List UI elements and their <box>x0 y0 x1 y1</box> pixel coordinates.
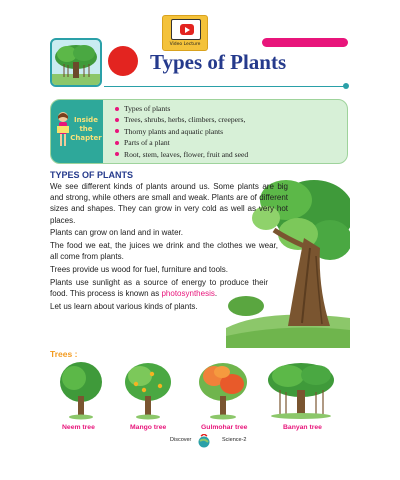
banyan-thumbnail-icon <box>52 40 100 85</box>
tree-name: Mango tree <box>130 424 167 431</box>
list-item: Thorny plants and aquatic plants <box>115 126 248 137</box>
photosynthesis-term: photosynthesis <box>161 288 215 298</box>
chapter-topic-list <box>115 103 248 160</box>
body-text <box>50 181 342 313</box>
tree-name: Neem tree <box>62 424 95 431</box>
section-heading: TYPES OF PLANTS <box>50 170 134 180</box>
paragraph: Trees provide us wood for fuel, furniture and tools. <box>50 264 229 274</box>
paragraph: Plants can grow on land and in water. <box>50 228 183 238</box>
list-item: Root, stem, leaves, flower, fruit and seed <box>115 149 248 160</box>
inside-chapter-box <box>50 99 348 164</box>
tree-name: Banyan tree <box>283 424 322 431</box>
paragraph: Plants use sunlight as a source of energy to produce their food. This process is known as photosynthesis. <box>50 277 268 298</box>
mango-tree-icon <box>122 360 174 420</box>
chapter-thumbnail <box>50 38 102 87</box>
video-screen <box>171 19 201 40</box>
footer-series-left: Discover <box>170 437 192 443</box>
tree-name: Gulmohar tree <box>201 424 248 431</box>
paragraph: Let us learn about various kinds of plants. <box>50 301 198 311</box>
video-lecture-label: Video Lecture <box>169 42 201 47</box>
list-item: Parts of a plant <box>115 137 248 148</box>
globe-logo-icon <box>196 434 212 448</box>
inside-chapter-sidebar <box>51 100 103 163</box>
paragraph: The food we eat, the juices we drink and the clothes we wear, all come from plants. <box>50 241 278 262</box>
page-title: Types of Plants <box>150 50 287 74</box>
gulmohar-tree-icon <box>196 360 250 420</box>
video-lecture-button[interactable] <box>162 15 208 51</box>
list-item: Trees, shrubs, herbs, climbers, creepers, <box>115 114 248 125</box>
paragraph: We see different kinds of plants around us. Some plants are big and strong, while others are small and weak. Plants are of different sizes and shapes. They can grow in very cold as well as very hot places. <box>50 182 288 225</box>
trees-label: Trees : <box>50 349 78 359</box>
header-rule-dot <box>343 83 349 89</box>
inside-chapter-label: Inside the Chapter <box>70 116 102 142</box>
page-footer <box>170 434 260 448</box>
play-icon <box>180 24 194 35</box>
banyan-tree-icon <box>266 360 336 420</box>
neem-tree-icon <box>56 360 106 420</box>
footer-series-right: Science-2 <box>222 437 247 443</box>
header-accent-bar <box>262 38 348 47</box>
list-item: Types of plants <box>115 103 248 114</box>
header-rule <box>104 86 346 87</box>
chapter-marker <box>108 46 138 76</box>
